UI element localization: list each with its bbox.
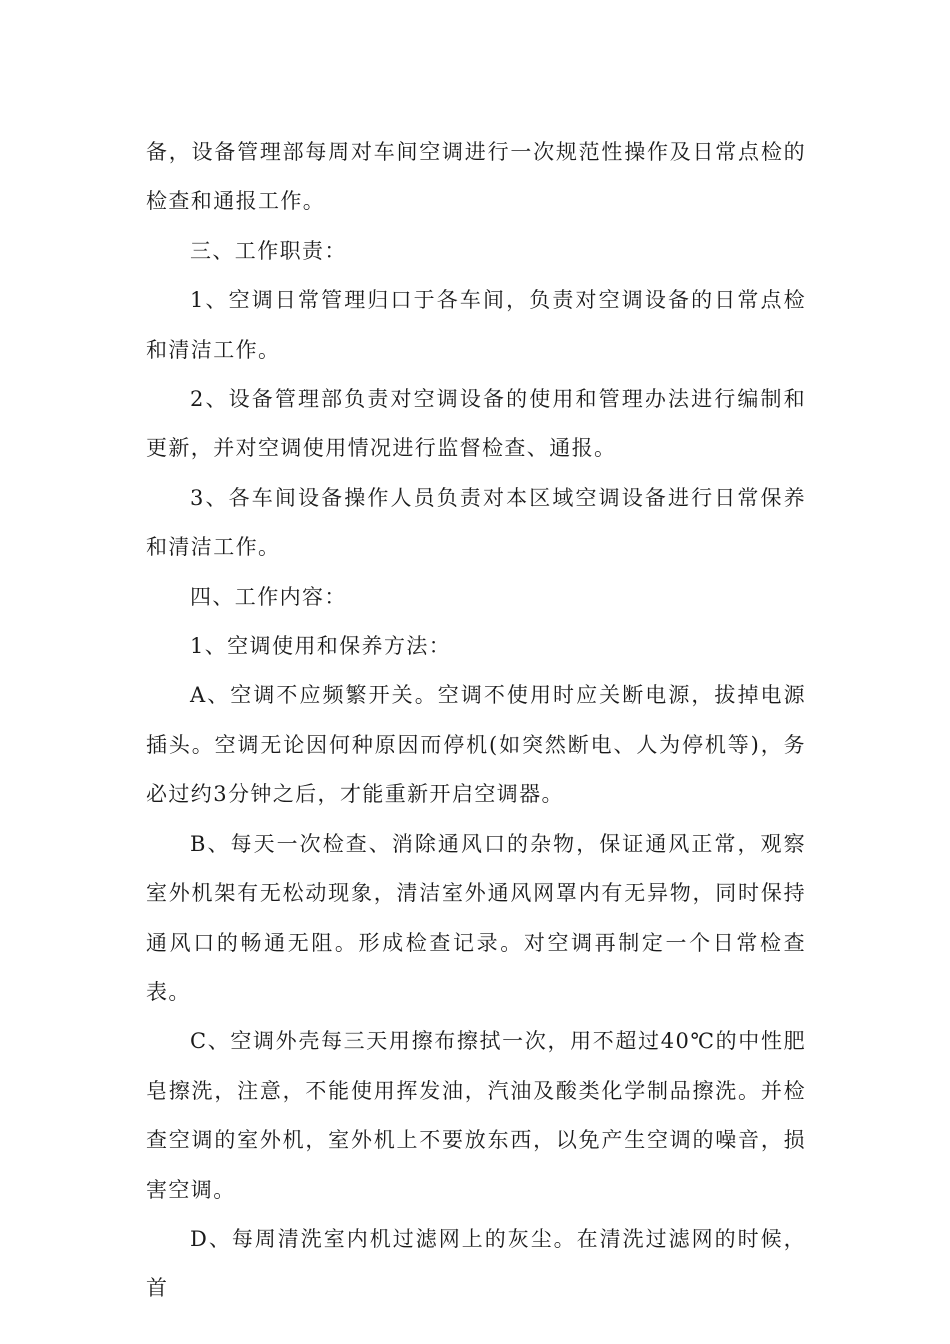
paragraph-item-d: D、每周清洗室内机过滤网上的灰尘。在清洗过滤网的时候，首 (146, 1226, 806, 1301)
paragraph-item-b: B、每天一次检查、消除通风口的杂物，保证通风正常，观察室外机架有无松动现象，清洁室外通风网罩内有无异物，同时保持通风口的畅通无阻。形成检查记录。对空调再制定一个日常检查表。 (146, 831, 806, 1004)
paragraph-continuation: 备，设备管理部每周对车间空调进行一次规范性操作及日常点检的检查和通报工作。 (146, 140, 806, 214)
subheading-usage-maintenance: 1、空调使用和保养方法： (190, 634, 452, 659)
paragraph-responsibility-3: 3、各车间设备操作人员负责对本区域空调设备进行日常保养和清洁工作。 (146, 485, 806, 560)
document-body (146, 128, 806, 1314)
paragraph-item-c: C、空调外壳每三天用擦布擦拭一次，用不超过40℃的中性肥皂擦洗，注意，不能使用挥发油，汽油及酸类化学制品擦洗。并检查空调的室外机，室外机上不要放东西，以免产生空调的噪音，损害空调。 (146, 1029, 806, 1202)
paragraph-responsibility-2: 2、设备管理部负责对空调设备的使用和管理办法进行编制和更新，并对空调使用情况进行监督检查、通报。 (146, 387, 806, 461)
section-heading-content: 四、工作内容： (190, 584, 347, 609)
section-heading-responsibilities: 三、工作职责： (190, 238, 347, 263)
paragraph-responsibility-1: 1、空调日常管理归口于各车间，负责对空调设备的日常点检和清洁工作。 (146, 288, 806, 362)
paragraph-item-a: A、空调不应频繁开关。空调不使用时应关断电源，拔掉电源插头。空调无论因何种原因而停机(如突然断电、人为停机等)，务必过约3分钟之后，才能重新开启空调器。 (146, 683, 806, 807)
